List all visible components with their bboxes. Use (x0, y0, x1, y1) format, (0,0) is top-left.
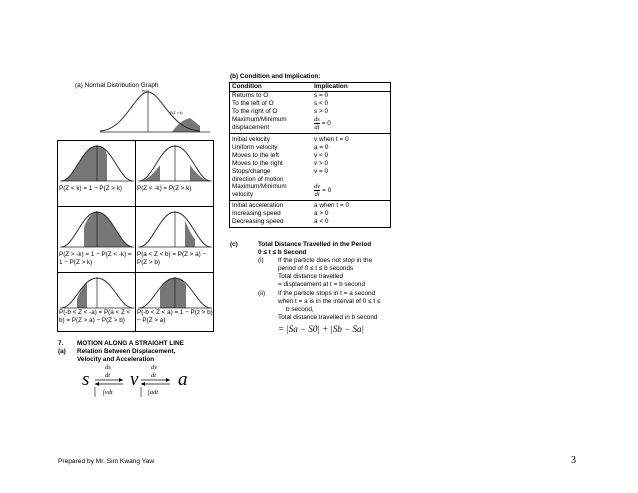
symbol-s: s (82, 369, 90, 390)
impl-inc-speed: a > 0 (314, 210, 329, 217)
dv-label: dv (151, 364, 158, 371)
graph-cell-6 (135, 272, 214, 332)
section-7a-title-2: Velocity and Acceleration (77, 356, 155, 363)
c-ii-line-4: Total distance travelled in b second (278, 314, 378, 321)
graph-1-caption: P(Z < k) = 1 − P(Z > k) (59, 185, 122, 192)
impl-right: s > 0 (314, 108, 329, 115)
section-7a-label: (a) (58, 348, 66, 355)
graph-4 (138, 209, 212, 251)
cond-uniform: Uniform velocity (232, 144, 278, 151)
section-7-number: 7. (58, 340, 64, 347)
graph-2 (138, 143, 212, 185)
footer-author: Prepared by Mr. Sim Kwang Yaw (58, 458, 155, 465)
c-ii-label: (ii) (258, 290, 266, 297)
svg-text:P(Z > k): P(Z > k) (170, 111, 183, 115)
graph-2-caption: P(Z < -k) = P(Z > k) (137, 185, 192, 192)
impl-dec-speed: a < 0 (314, 218, 329, 225)
graph-1 (60, 143, 134, 185)
graph-cell-3 (57, 206, 136, 273)
page-number: 3 (571, 455, 576, 466)
cond-init-acc: Initial acceleration (232, 202, 284, 209)
c-ii-line-1: If the particle stops in t = a second (278, 290, 376, 297)
impl-max-vel: = 0 (322, 186, 332, 194)
impl-moves-left: v < 0 (314, 152, 329, 159)
condition-table (229, 82, 391, 228)
impl-max-disp: = 0 (321, 119, 331, 127)
impl-moves-right: v > 0 (314, 160, 329, 167)
symbol-a: a (178, 369, 188, 390)
graph-4-caption: P(a < Z < b) = P(Z > a) − P(Z > b) (137, 251, 207, 266)
section-b-title: (b) Condition and Implication: (230, 73, 321, 80)
svg-text:f(z): f(z) (142, 89, 148, 93)
graph-cell-2 (135, 140, 214, 207)
section-7-title: MOTION ALONG A STRAIGHT LINE (77, 340, 184, 347)
table-group-1 (230, 92, 390, 134)
impl-init-vel: v when t = 0 (314, 136, 349, 143)
impl-init-acc: a when t = 0 (314, 202, 349, 209)
c-i-line-2: period of 0 ≤ t ≤ b seconds (278, 265, 354, 272)
col-condition-header: Condition (232, 83, 262, 90)
section-c-title-2: 0 ≤ t ≤ b Second (258, 249, 307, 256)
c-ii-line-3: b second, (286, 306, 314, 313)
graph-cell-5 (57, 272, 136, 332)
cond-right: To the right of O (232, 108, 278, 115)
dt-label-2: dt (151, 372, 157, 379)
int-v-label: ∫vdt (103, 389, 113, 396)
c-i-line-1: If the particle does not stop in the (278, 257, 373, 264)
normal-distribution-title: (a) Normal Distribution Graph (75, 82, 159, 89)
cond-inc-speed: Increasing speed (232, 210, 281, 217)
int-a-label: ∫adt (148, 389, 159, 396)
c-i-line-4: = displacement at t = b second (278, 281, 366, 288)
dt-label-1: dt (105, 372, 111, 379)
graph-5 (60, 275, 134, 311)
graph-3 (60, 209, 134, 251)
col-implication-header: Implication (314, 83, 348, 90)
cond-dec-speed: Decreasing speed (232, 218, 284, 225)
symbol-v: v (130, 369, 139, 390)
ds-label: ds (105, 364, 111, 371)
c-i-label: (i) (258, 257, 264, 264)
table-group-3 (230, 201, 390, 227)
impl-uniform: a = 0 (314, 144, 329, 151)
c-ii-line-2: when t = a is in the interval of 0 ≤ t ≤ (278, 298, 381, 305)
cond-moves-right: Moves to the right (232, 160, 283, 167)
graph-5-caption: P(-b < Z < -a) = P(a < Z < b) = P(Z > a) − P(Z > b) (59, 309, 131, 324)
ds-dt-fraction: $\frac{ds}{dt}$ (314, 116, 320, 131)
cond-stops: Stops/change direction of motion (232, 168, 284, 183)
graph-3-caption: P(Z > -k) = 1 − P(Z < -k) = 1 − P(Z > k) (59, 251, 132, 266)
graph-cell-1 (57, 140, 136, 207)
graph-cell-4 (135, 206, 214, 273)
cond-max-disp: Maximum/Minimum displacement (232, 116, 287, 131)
normal-curve-top (100, 88, 210, 138)
cond-max-vel: Maximum/Minimum velocity (232, 183, 287, 198)
section-c-title-1: Total Distance Travelled in the Period (258, 241, 372, 248)
cond-moves-left: Moves to the left (232, 152, 279, 159)
c-i-line-3: Total distance travelled (278, 273, 344, 280)
cond-init-vel: Initial velocity (232, 136, 271, 143)
table-group-2 (230, 134, 390, 201)
dv-dt-fraction: $\frac{dv}{dt}$ (314, 183, 321, 198)
impl-returns: s = 0 (314, 92, 329, 99)
impl-left: s < 0 (314, 100, 329, 107)
graph-6-caption: P(-b < Z < a) = 1 − P(z > b) − P(Z > a) (137, 309, 213, 324)
cond-left: To the left of O (232, 100, 274, 107)
section-7a-title-1: Relation Between Displacement, (77, 348, 176, 355)
graph-6 (138, 275, 212, 311)
distance-formula: = |Sa − S0| + |Sb − Sa| (278, 324, 364, 334)
cond-returns: Returns to O (232, 92, 269, 99)
impl-stops: v = 0 (314, 168, 329, 175)
section-c-label: (c) (230, 241, 238, 248)
